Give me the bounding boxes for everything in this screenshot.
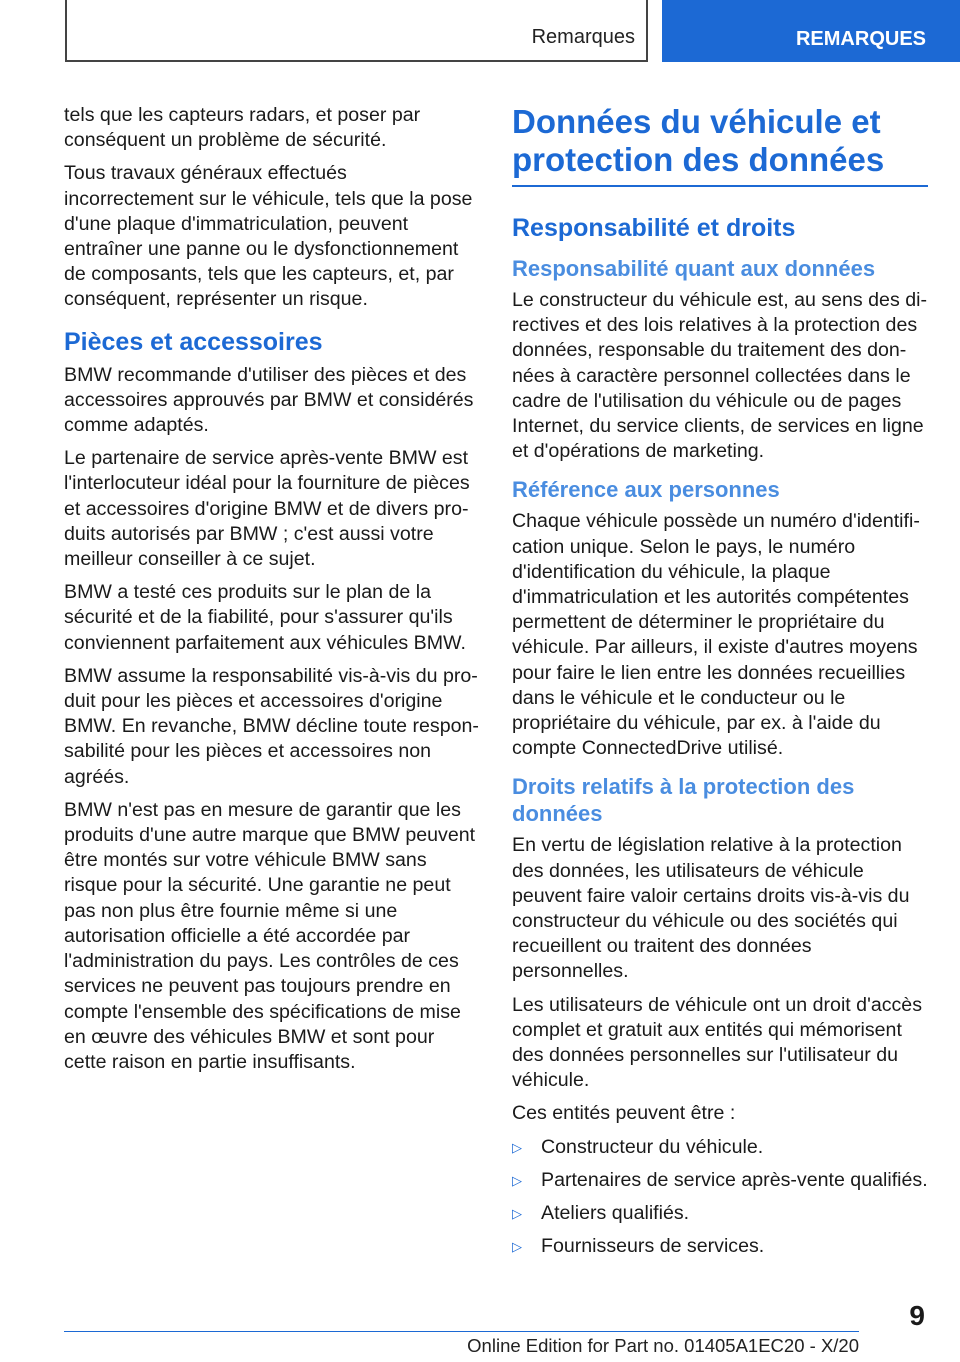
paragraph: Tous travaux généraux effectués incorrectement sur le véhicule, tels que la pose d'une plaque d'immatriculation, peuvent entraîner une panne ou le dysfonctionnement de composants, tels que les capteurs, et, par conséquent, représenter un risque.	[64, 162, 473, 311]
subsection-heading-responsabilite-donnees: Responsabilité quant aux données	[512, 256, 876, 281]
header-section-title: Remarques	[531, 26, 635, 48]
subsection-heading-droits: Droits relatifs à la protection des données	[512, 774, 855, 827]
paragraph: BMW recommande d'utiliser des pièces et des accessoires approuvés par BMW et considérés comme adaptés.	[64, 363, 474, 437]
triangle-bullet-icon: ▷	[512, 1172, 522, 1188]
header-chapter-tab[interactable]: REMARQUES	[662, 0, 960, 62]
list-item	[512, 1168, 928, 1193]
paragraph: BMW n'est pas en mesure de garantir que les produits d'une autre marque que BMW peuvent être montés sur votre véhicule BMW sans risque pour la sécurité. Une garantie ne peut pas non plus être fournie même si une autorisation officielle a été accordée par l'administration du pays. Les contrôles de ces services ne peuvent pas toujours prendre en compte l'ensemble des spécifications de mise en œuvre des véhicules BMW et sont pour cette raison en partie insuffisants.	[64, 798, 476, 1073]
paragraph: Le constructeur du véhicule est, au sens des directives et des lois relatives à la protection des données, responsable du traitement des données à caractère personnel collectées dans le cadre de l'utilisation du véhicule ou de pages Internet, du service clients, de services en ligne et d'opérations de marketing.	[512, 289, 927, 463]
paragraph: Les utilisateurs de véhicule ont un droit d'accès complet et gratuit aux entités qui mémorisent des données personnelles sur l'utilisateur du véhicule.	[512, 993, 923, 1092]
right-column	[512, 103, 928, 1268]
paragraph: Ces entités peuvent être :	[512, 1102, 736, 1125]
paragraph: Le partenaire de service après-vente BMW est l'interlocuteur idéal pour la fourniture de pièces et accessoires d'origine BMW et de divers produits autorisés par BMW ; c'est aussi votre meilleur conseiller à ce sujet.	[64, 447, 470, 571]
paragraph: Chaque véhicule possède un numéro d'identification unique. Selon le pays, le numéro d'identification du véhicule, la plaque d'immatriculation et les autorités compétentes permettent de déterminer le propriétaire du véhicule. Par ailleurs, il existe d'autres moyens pour faire le lien entre les données recueillies dans le véhicule et le conducteur ou le propriétaire du véhicule, par ex. à l'aide du compte ConnectedDrive utilisé.	[512, 510, 920, 760]
triangle-bullet-icon: ▷	[512, 1206, 522, 1222]
page-number: 9	[909, 1300, 925, 1331]
chapter-title: Données du véhicule et protection des données	[512, 103, 928, 187]
list-item	[512, 1234, 928, 1259]
left-column	[64, 103, 480, 1083]
section-heading-pieces: Pièces et accessoires	[64, 327, 323, 356]
paragraph: tels que les capteurs radars, et poser par conséquent un problème de sécurité.	[64, 104, 421, 152]
triangle-bullet-icon: ▷	[512, 1139, 522, 1155]
footer-divider	[64, 1331, 859, 1332]
subsection-heading-reference-personnes: Référence aux personnes	[512, 477, 780, 503]
list-item-text: Constructeur du véhicule.	[541, 1135, 764, 1158]
list-item-text: Partenaires de service après-vente qualifiés.	[541, 1168, 928, 1191]
paragraph: En vertu de législation relative à la protection des données, les utilisateurs de véhicule peuvent faire valoir certains droits vis-à-vis du constructeur du véhicule ou des sociétés qui recueillent ou traitent des données personnelles.	[512, 834, 910, 983]
list-item	[512, 1201, 928, 1226]
entities-list	[512, 1135, 928, 1260]
list-item	[512, 1135, 928, 1160]
triangle-bullet-icon: ▷	[512, 1239, 522, 1255]
section-heading-responsabilite: Responsabilité et droits	[512, 214, 796, 242]
list-item-text: Fournisseurs de services.	[541, 1235, 765, 1258]
paragraph: BMW a testé ces produits sur le plan de la sécurité et de la fiabilité, pour s'assurer qu'ils conviennent parfaitement aux véhicules BMW.	[64, 581, 466, 654]
paragraph: BMW assume la responsabilité vis-à-vis du produit pour les pièces et accessoires d'origine BMW. En revanche, BMW décline toute responsabilité pour les pièces et accessoires non agréés.	[64, 664, 479, 788]
list-item-text: Ateliers qualifiés.	[541, 1202, 690, 1225]
footer-edition: Online Edition for Part no. 01405A1EC20 - X/20	[467, 1335, 859, 1356]
